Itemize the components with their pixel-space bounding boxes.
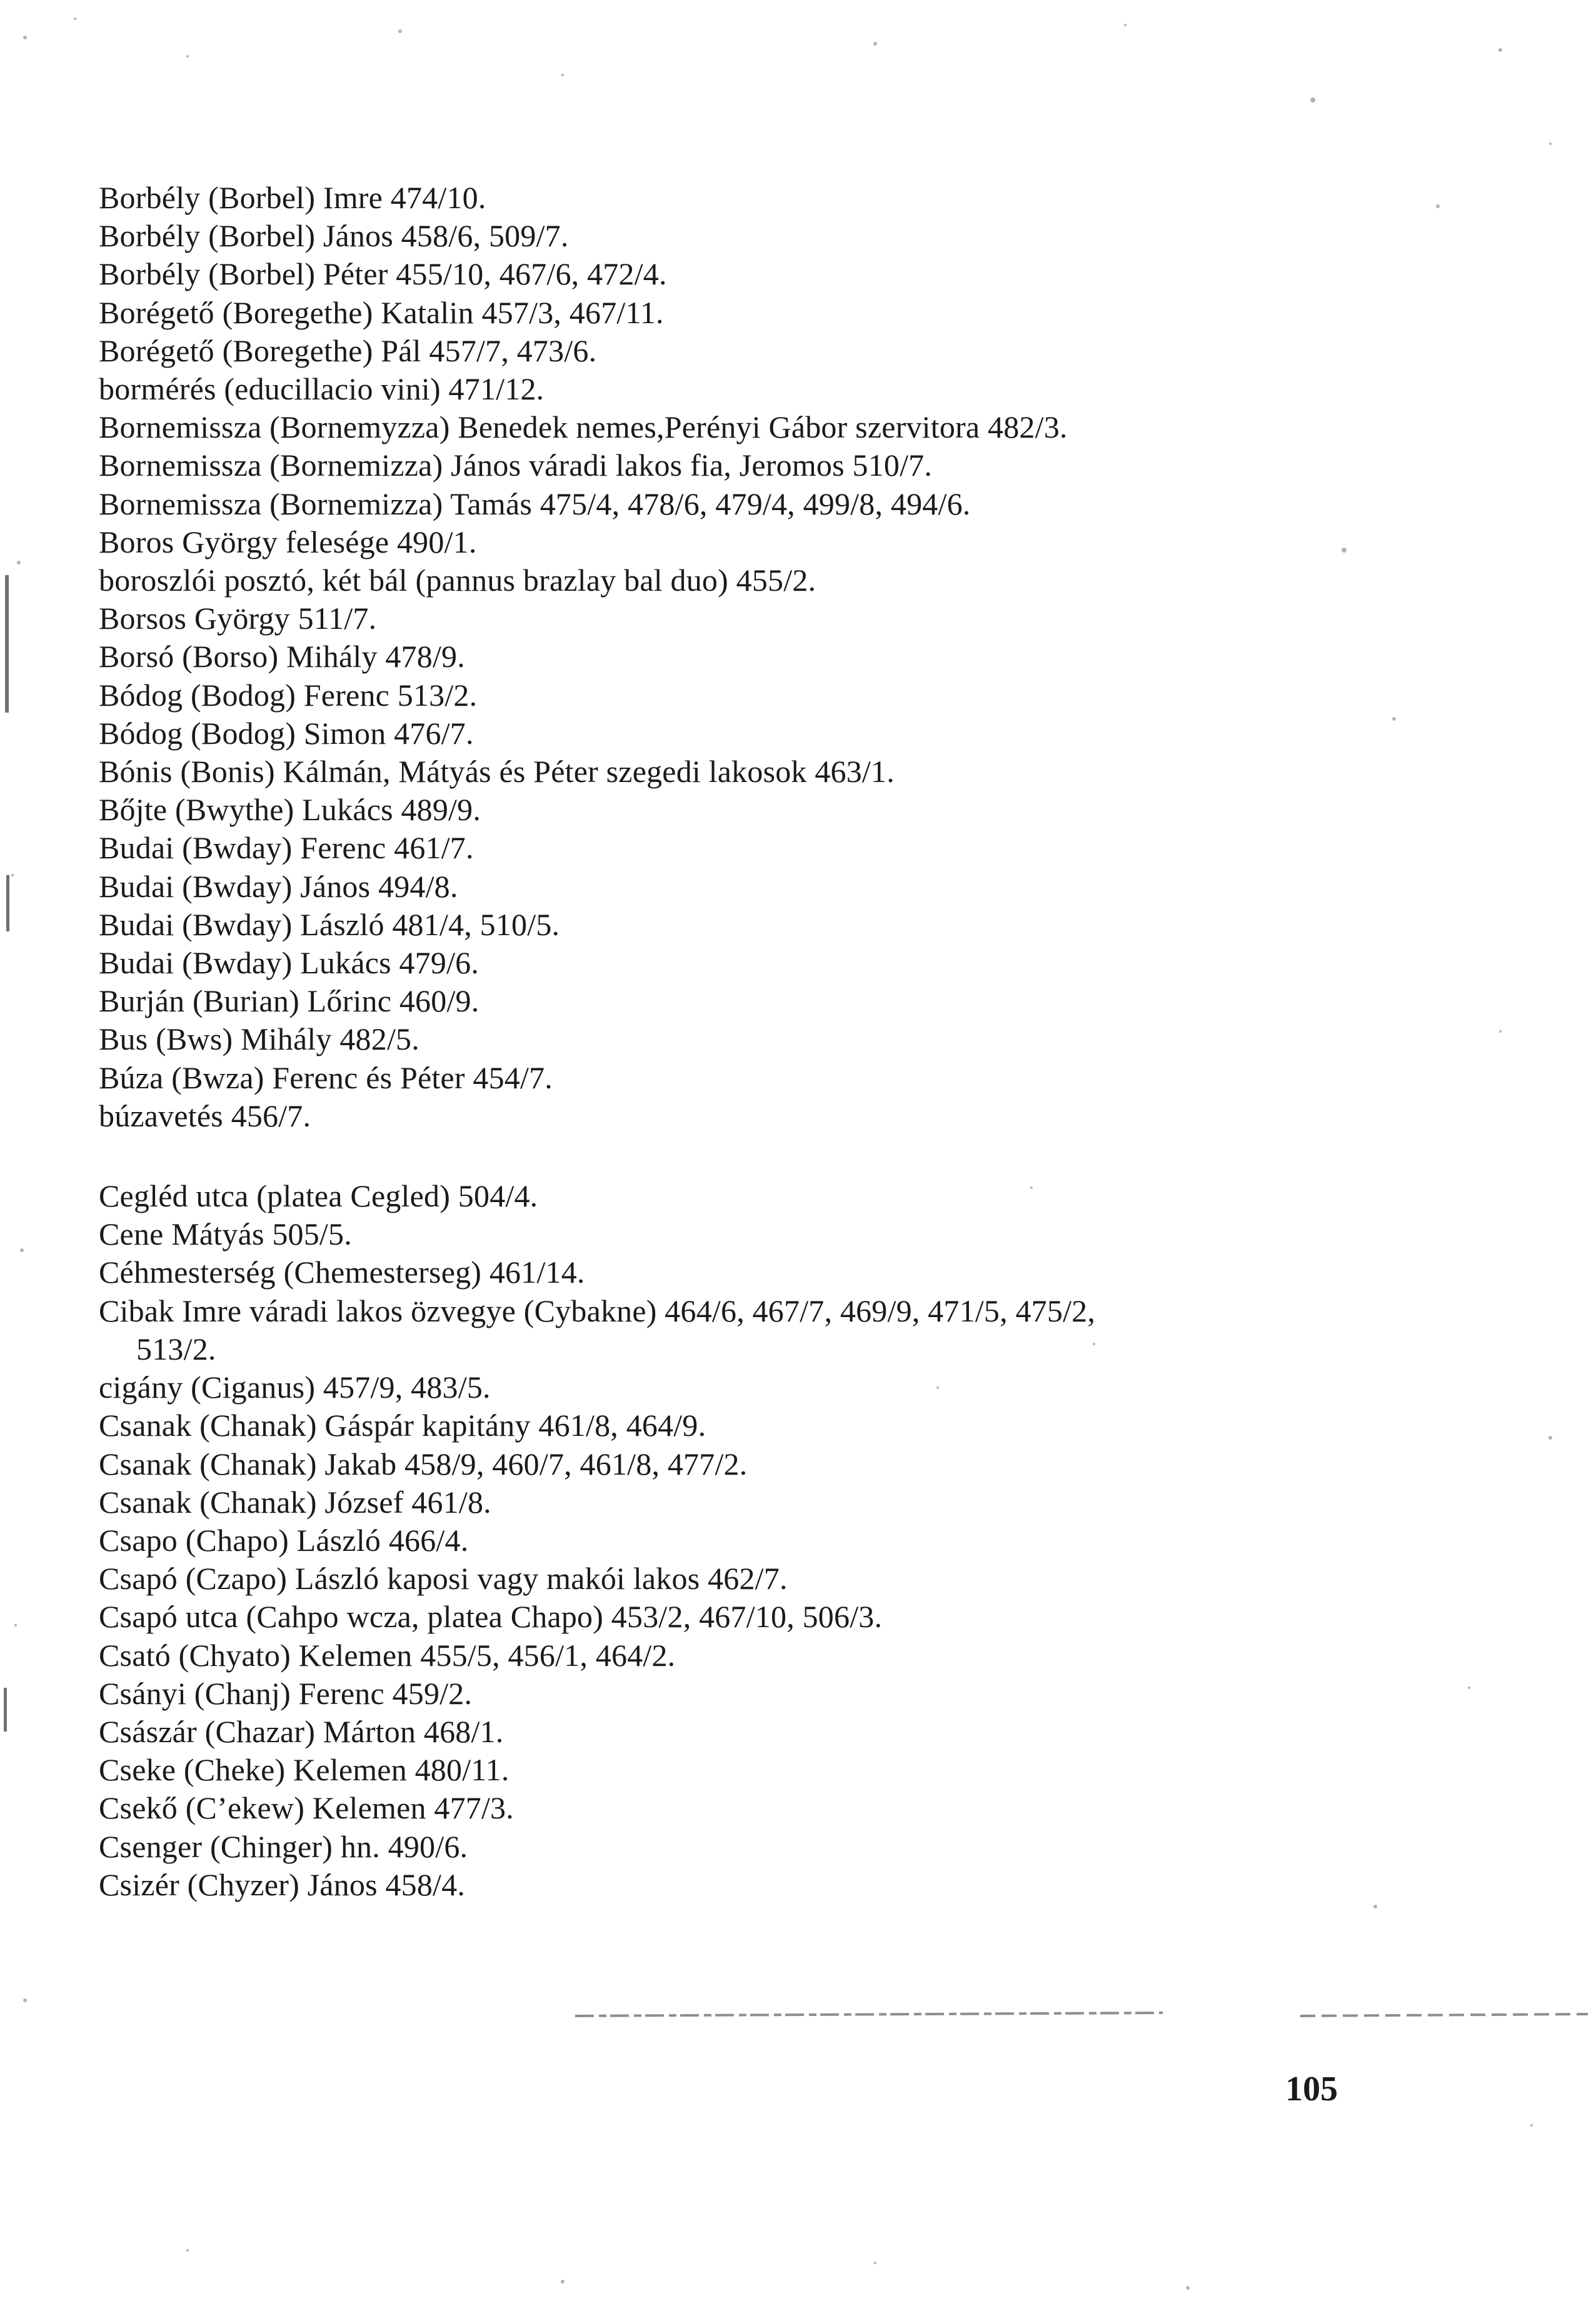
index-entry: Céhmesterség (Chemesterseg) 461/14. — [99, 1255, 585, 1290]
index-entry: Budai (Bwday) János 494/8. — [99, 868, 458, 904]
index-entry: Bőjte (Bwythe) Lukács 489/9. — [99, 792, 481, 828]
index-entry: Cseke (Cheke) Kelemen 480/11. — [99, 1752, 509, 1788]
index-entry: Borégető (Boregethe) Pál 457/7, 473/6. — [99, 333, 597, 368]
index-entry: Csapó utca (Cahpo wcza, platea Chapo) 453/2, 467/10, 506/3. — [99, 1599, 883, 1635]
index-entry: Csanak (Chanak) Jakab 458/9, 460/7, 461/8, 477/2. — [99, 1446, 748, 1481]
index-entry: Csanak (Chanak) József 461/8. — [99, 1484, 491, 1520]
index-entry: Borsos György 511/7. — [99, 601, 377, 636]
index-entry: Borbély (Borbel) Imre 474/10. — [99, 180, 486, 215]
index-entry: boroszlói posztó, két bál (pannus brazlay bal duo) 455/2. — [99, 563, 816, 598]
index-entry: Borsó (Borso) Mihály 478/9. — [99, 639, 465, 674]
index-entry: bormérés (educillacio vini) 471/12. — [99, 371, 545, 407]
index-entry: Csapó (Czapo) László kaposi vagy makói lakos 462/7. — [99, 1561, 788, 1597]
index-entry: Csizér (Chyzer) János 458/4. — [99, 1867, 466, 1902]
page-number: 105 — [1285, 2070, 1338, 2108]
index-entry: Bódog (Bodog) Ferenc 513/2. — [99, 677, 478, 713]
index-entry: Csekő (C’ekew) Kelemen 477/3. — [99, 1790, 514, 1826]
index-entry: Búza (Bwza) Ferenc és Péter 454/7. — [99, 1060, 553, 1095]
index-entry: Bus (Bws) Mihály 482/5. — [99, 1021, 419, 1057]
index-entry: Bónis (Bonis) Kálmán, Mátyás és Péter szegedi lakosok 463/1. — [99, 754, 895, 790]
index-entry: Budai (Bwday) Lukács 479/6. — [99, 945, 479, 981]
index-entry: Csapo (Chapo) László 466/4. — [99, 1522, 469, 1558]
index-entry: Csanak (Chanak) Gáspár kapitány 461/8, 464/9. — [99, 1408, 706, 1443]
index-entry-continuation: 513/2. — [136, 1331, 216, 1366]
index-entry: búzavetés 456/7. — [99, 1098, 311, 1133]
index-entry: Csányi (Chanj) Ferenc 459/2. — [99, 1675, 473, 1711]
index-entry: Cibak Imre váradi lakos özvegye (Cybakne) 464/6, 467/7, 469/9, 471/5, 475/2, — [99, 1293, 1096, 1328]
index-entry: cigány (Ciganus) 457/9, 483/5. — [99, 1370, 491, 1405]
index-entry: Budai (Bwday) László 481/4, 510/5. — [99, 906, 560, 942]
index-entry: Cene Mátyás 505/5. — [99, 1216, 352, 1252]
index-entry: Császár (Chazar) Márton 468/1. — [99, 1713, 504, 1749]
index-entry: Bornemissza (Bornemyzza) Benedek nemes,Perényi Gábor szervitora 482/3. — [99, 409, 1068, 445]
index-entry: Borégető (Boregethe) Katalin 457/3, 467/11. — [99, 294, 664, 330]
index-entry: Csató (Chyato) Kelemen 455/5, 456/1, 464/2. — [99, 1637, 676, 1673]
index-entry: Boros György felesége 490/1. — [99, 524, 477, 559]
section-gap — [99, 1135, 1499, 1177]
index-entry: Bornemissza (Bornemizza) Tamás 475/4, 478/6, 479/4, 499/8, 494/6. — [99, 486, 971, 521]
index-entry: Borbély (Borbel) János 458/6, 509/7. — [99, 218, 569, 254]
index-entry: Bódog (Bodog) Simon 476/7. — [99, 715, 474, 751]
index-entry: Budai (Bwday) Ferenc 461/7. — [99, 830, 474, 866]
index-entry: Bornemissza (Bornemizza) János váradi lakos fia, Jeromos 510/7. — [99, 448, 933, 483]
index-entry: Borbély (Borbel) Péter 455/10, 467/6, 472/4. — [99, 256, 667, 292]
index-entry: Burján (Burian) Lőrinc 460/9. — [99, 983, 479, 1019]
index-list — [99, 179, 1499, 1904]
index-entry: Csenger (Chinger) hn. 490/6. — [99, 1828, 468, 1864]
index-entry: Cegléd utca (platea Cegled) 504/4. — [99, 1178, 538, 1214]
